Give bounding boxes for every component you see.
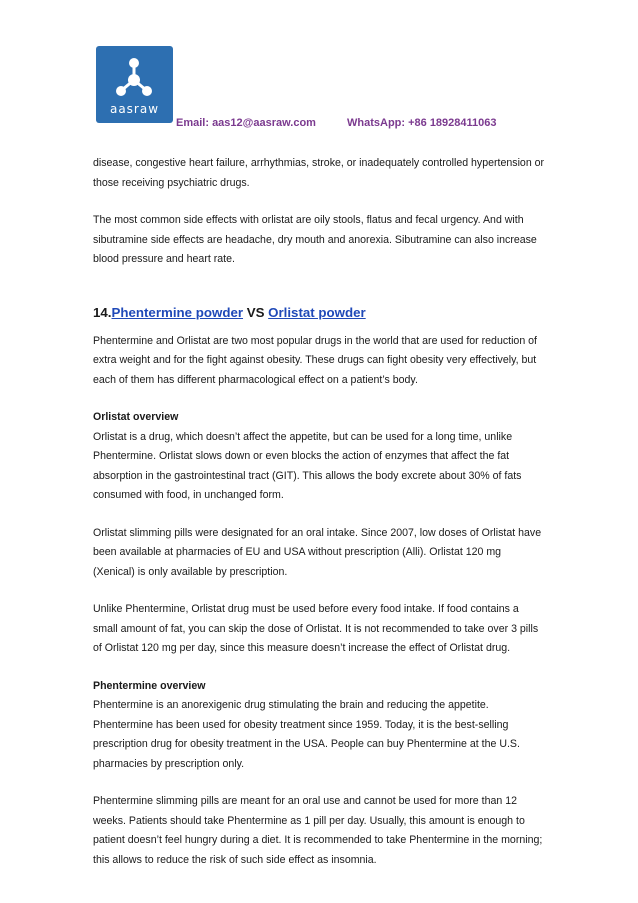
- paragraph: Phentermine is an anorexigenic drug stimulating the brain and reducing the appetite. Phentermine has been used for obesity treatment since 1959. Today, it is the best-selling prescription drug for obesity treatment in the USA. People can buy Phentermine at the U.S. pharmacies by prescription only.: [93, 699, 520, 770]
- section-heading: [93, 303, 545, 323]
- paragraph: Phentermine and Orlistat are two most popular drugs in the world that are used for reduction of extra weight and for the fight against obesity. These drugs can fight obesity very effectively, but each of them has different pharmacological effect on a patient’s body.: [93, 334, 537, 386]
- subheading-phentermine: Phentermine overview: [93, 679, 206, 692]
- section-number: 14.: [93, 304, 112, 320]
- paragraph: Unlike Phentermine, Orlistat drug must be used before every food intake. If food contains a small amount of fat, you can skip the dose of Orlistat. It is not recommended to take over 3 pills of Orlistat 120 mg per day, since this measure doesn’t increase the effect of Orlistat drug.: [93, 603, 539, 654]
- paragraph: disease, congestive heart failure, arrhythmias, stroke, or inadequately controlled hypertension or those receiving psychiatric drugs.: [93, 157, 545, 189]
- orlistat-powder-link[interactable]: Orlistat powder: [268, 304, 366, 320]
- paragraph: Orlistat slimming pills were designated for an oral intake. Since 2007, low doses of Orlistat have been available at pharmacies of EU and USA without prescription (Alli). Orlistat 120 mg (Xenical) is only available by prescription.: [93, 526, 542, 578]
- contact-whatsapp: WhatsApp: +86 18928411063: [347, 117, 497, 129]
- subheading-orlistat: Orlistat overview: [93, 411, 179, 423]
- aasraw-logo: [96, 46, 173, 123]
- contact-email: Email: aas12@aasraw.com: [176, 117, 316, 129]
- document-body: [93, 154, 545, 870]
- logo-text: aasraw: [109, 102, 160, 116]
- vs-text: VS: [243, 304, 269, 320]
- paragraph: The most common side effects with orlistat are oily stools, flatus and fecal urgency. And with sibutramine side effects are headache, dry mouth and anorexia. Sibutramine can also increase blood pressure and heart rate.: [93, 214, 537, 265]
- phentermine-powder-link[interactable]: Phentermine powder: [111, 304, 244, 320]
- paragraph: Orlistat is a drug, which doesn’t affect the appetite, but can be used for a long time, unlike Phentermine. Orlistat slows down or even blocks the action of enzymes that affect the fat absorption in the gastrointestinal tract (GIT). This allows the body excrete about 30% of fats consumed with food, in unchanged form.: [93, 430, 522, 501]
- paragraph: Phentermine slimming pills are meant for an oral use and cannot be used for more than 12 weeks. Patients should take Phentermine as 1 pill per day. Usually, this amount is enough to patient doesn’t feel hungry during a diet. It is recommended to take Phentermine in the morning; this allows to reduce the risk of such side effect as insomnia.: [93, 795, 543, 866]
